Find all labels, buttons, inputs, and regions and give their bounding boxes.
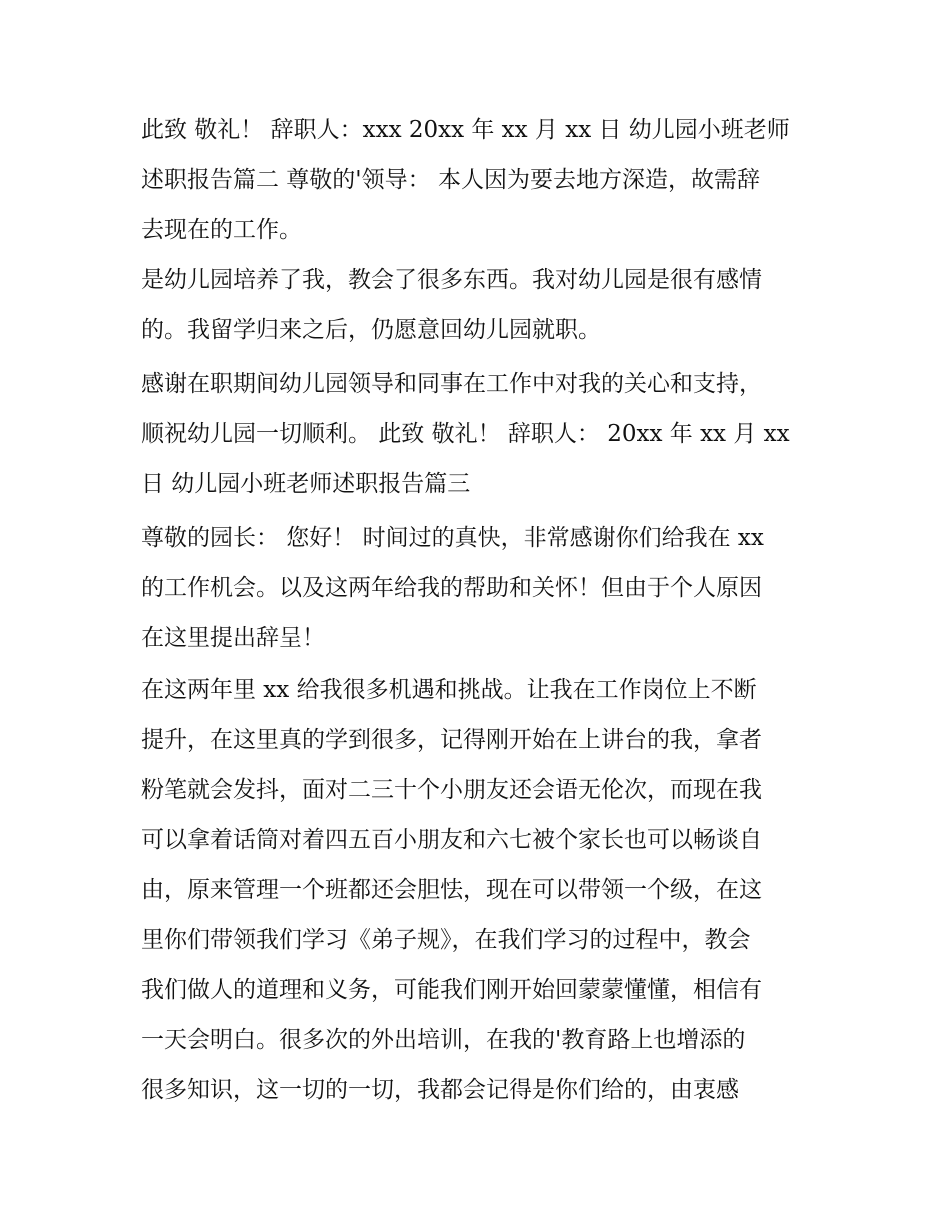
text-line: 一天会明白。很多次的外出培训，在我的'教育路上也增添的 [141,1027,746,1053]
text-line: 提升，在这里真的学到很多，记得刚开始在上讲台的我，拿者 [141,727,762,753]
text-line: 里你们带领我们学习《弟子规》，在我们学习的过程中，教会 [141,927,751,953]
text-line: 的。我留学归来之后，仍愿意回幼儿园就职。 [141,317,601,343]
text-line: 去现在的工作。 [141,217,302,243]
text-line: 此致 敬礼！ 辞职人：xxx 20xx 年 xx 月 xx 日 幼儿园小班老师 [141,117,790,143]
text-line: 在这两年里 xx 给我很多机遇和挑战。让我在工作岗位上不断 [141,677,757,703]
text-line: 的工作机会。以及这两年给我的帮助和关怀！但由于个人原因 [141,575,762,601]
text-line: 述职报告篇二 尊敬的'领导： 本人因为要去地方深造，故需辞 [141,167,760,193]
text-line: 很多知识，这一切的一切，我都会记得是你们给的，由衷感 [141,1077,739,1103]
text-line: 是幼儿园培养了我，教会了很多东西。我对幼儿园是很有感情 [141,267,762,293]
text-line: 顺祝幼儿园一切顺利。 此致 敬礼！ 辞职人： 20xx 年 xx 月 xx [141,421,790,447]
text-line: 在这里提出辞呈！ [141,625,325,651]
text-line: 由，原来管理一个班都还会胆怯，现在可以带领一个级，在这 [141,877,762,903]
text-line: 尊敬的园长： 您好！ 时间过的真快，非常感谢你们给我在 xx [141,525,764,551]
text-line: 我们做人的道理和义务，可能我们刚开始回蒙蒙懂懂，相信有 [141,977,762,1003]
text-line: 日 幼儿园小班老师述职报告篇三 [141,471,471,497]
text-line: 感谢在职期间幼儿园领导和同事在工作中对我的关心和支持， [141,371,762,397]
text-line: 可以拿着话筒对着四五百小朋友和六七被个家长也可以畅谈自 [141,827,762,853]
text-line: 粉笔就会发抖，面对二三十个小朋友还会语无伦次，而现在我 [141,777,762,803]
